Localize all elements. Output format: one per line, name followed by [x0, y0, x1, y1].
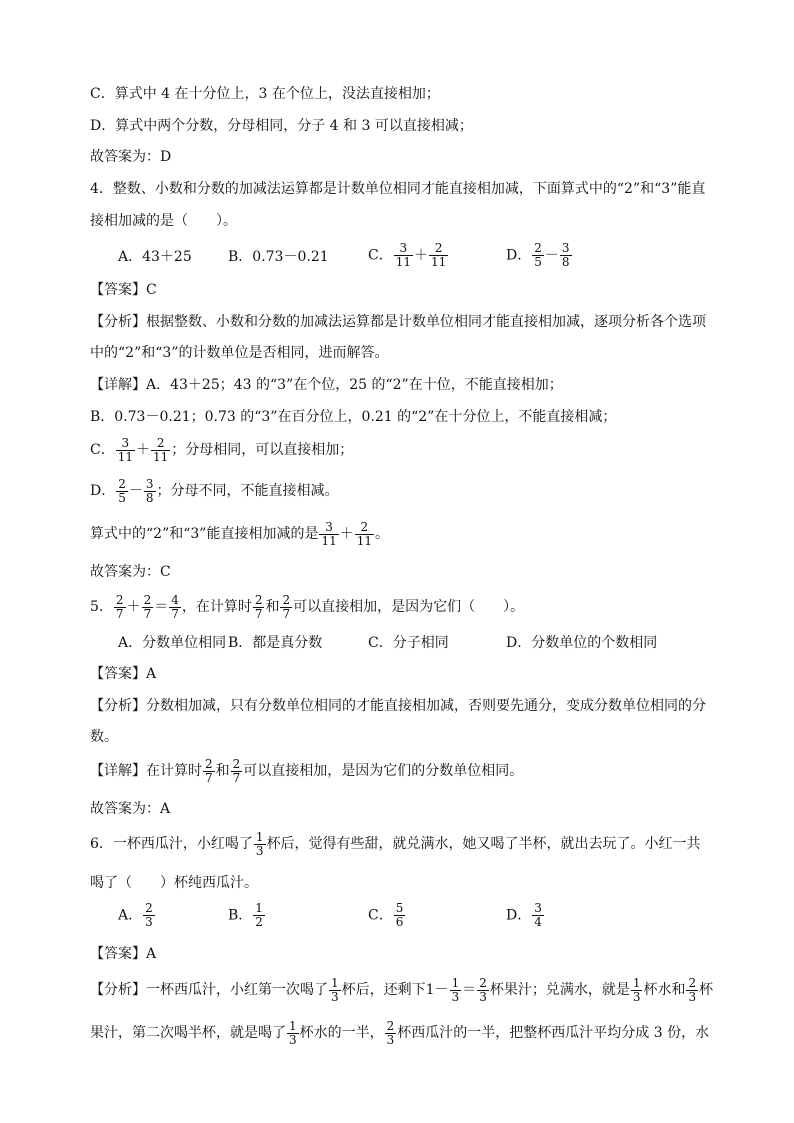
- fraction: $\frac{2}{5}$: [534, 241, 542, 269]
- q6-option-a: A． $\frac{2}{3}$: [118, 901, 153, 929]
- prev-option-c-line: C．算式中 4 在十分位上，3 在个位上，没法直接相加；: [90, 86, 440, 102]
- q6-option-b: B． $\frac{1}{2}$: [228, 901, 263, 929]
- q5-final-answer: 故答案为：A: [90, 801, 171, 817]
- fraction: $\frac{3}{4}$: [534, 901, 542, 929]
- prev-option-d-line: D．算式中两个分数，分母相同，分子 4 和 3 可以直接相减；: [90, 118, 473, 134]
- fraction: $\frac{3}{11}$: [395, 241, 411, 269]
- fraction: $\frac{4}{7}$: [171, 592, 179, 621]
- q6-stem-line1: 6．一杯西瓜汁，小红喝了 $\frac{1}{3}$ 杯后，觉得有些甜，就兑满水，她又喝了半杯，就出去玩了。小红一共: [90, 829, 701, 858]
- q6-option-c: C． $\frac{5}{6}$: [368, 901, 404, 929]
- fraction: $\frac{2}{3}$: [688, 975, 697, 1004]
- q4-option-b: B．0.73－0.21: [228, 249, 329, 265]
- q4-conclusion: 算式中的“2”和“3”能直接相加减的是 $\frac{3}{11}$ ＋ $\frac{2}{11}$ 。: [90, 519, 390, 548]
- q4-option-c-label: C．: [368, 247, 393, 264]
- fraction: $\frac{2}{5}$: [118, 476, 126, 505]
- q4-option-d-label: D．: [506, 247, 532, 264]
- q6-answer: 【答案】A: [90, 946, 157, 962]
- q5-option-d: D．分数单位的个数相同: [506, 635, 658, 651]
- q4-analysis-line1: 【分析】根据整数、小数和分数的加减法运算都是计数单位相同才能直接相加减，逐项分析各个选项: [90, 314, 706, 330]
- q4-detail-a: 【详解】A．43＋25；43 的“3”在个位，25 的“2”在十位，不能直接相加；: [90, 377, 563, 393]
- fraction: $\frac{1}{2}$: [255, 901, 263, 929]
- q5-analysis-line1: 【分析】分数相加减，只有分数单位相同的才能直接相加减，否则要先通分，变成分数单位相同的分: [90, 698, 706, 714]
- fraction: $\frac{3}{11}$: [117, 435, 133, 464]
- q6-stem-line2: 喝了（ ）杯纯西瓜汁。: [90, 875, 258, 891]
- prev-answer: 故答案为：D: [90, 149, 172, 165]
- fraction: $\frac{1}{3}$: [331, 975, 339, 1004]
- q6-option-d: D． $\frac{3}{4}$: [506, 901, 542, 929]
- q6-analysis-line2: 果汁，第二次喝半杯，就是喝了 $\frac{1}{3}$ 杯水的一半， $\frac{2}{3}$ 杯西瓜汁的一半，把整杯西瓜汁平均分成 3 份，水: [90, 1018, 710, 1047]
- fraction: $\frac{2}{3}$: [386, 1018, 395, 1047]
- q5-stem: 5． $\frac{2}{7}$ ＋ $\frac{2}{7}$ ＝ $\frac{4}{7}$ ，在计算时 $\frac{2}{7}$ 和 $\frac{2}{7}$ 可以直接相加，是因为它们（ ）。: [90, 592, 525, 621]
- fraction: $\frac{2}{7}$: [115, 592, 124, 621]
- q5-detail: 【详解】在计算时 $\frac{2}{7}$ 和 $\frac{2}{7}$ 可以直接相加，是因为它们的分数单位相同。: [90, 756, 524, 785]
- q4-option-c: C． $\frac{3}{11}$ ＋ $\frac{2}{11}$: [368, 241, 447, 269]
- q5-option-a: A．分数单位相同: [118, 635, 227, 651]
- fraction: $\frac{1}{3}$: [451, 975, 460, 1004]
- q4-detail-d: D． $\frac{2}{5}$ － $\frac{3}{8}$ ；分母不同，不能直接相减。: [90, 476, 339, 505]
- fraction: $\frac{2}{7}$: [232, 756, 241, 785]
- fraction: $\frac{2}{7}$: [205, 756, 213, 785]
- q4-stem-line1: 4．整数、小数和分数的加减法运算都是计数单位相同才能直接相加减，下面算式中的“2”和“3”能直: [90, 181, 706, 197]
- fraction: $\frac{3}{11}$: [321, 519, 337, 548]
- q5-answer: 【答案】A: [90, 666, 157, 682]
- fraction: $\frac{2}{7}$: [254, 592, 263, 621]
- fraction: $\frac{3}{8}$: [145, 476, 154, 505]
- q4-detail-c: C． $\frac{3}{11}$ ＋ $\frac{2}{11}$ ；分母相同，可以直接相加；: [90, 435, 354, 464]
- fraction: $\frac{2}{3}$: [145, 901, 153, 929]
- fraction: $\frac{1}{3}$: [632, 975, 641, 1004]
- q6-analysis-line1: 【分析】一杯西瓜汁，小红第一次喝了 $\frac{1}{3}$ 杯后，还剩下1－ $\frac{1}{3}$ ＝ $\frac{2}{3}$ 杯果汁；兑满水，就是 $\frac{1}{3}$ 杯水和 $\frac{2}{3}$ 杯: [90, 975, 714, 1004]
- fraction: $\frac{2}{3}$: [479, 975, 487, 1004]
- q4-option-a: A．43＋25: [118, 249, 192, 265]
- fraction: $\frac{3}{8}$: [561, 241, 570, 269]
- q4-analysis-line2: 中的“2”和“3”的计数单位是否相同，进而解答。: [90, 345, 389, 361]
- q5-option-b: B．都是真分数: [228, 635, 323, 651]
- fraction: $\frac{1}{3}$: [289, 1018, 297, 1047]
- q5-option-c: C．分子相同: [368, 635, 449, 651]
- q5-analysis-line2: 数。: [90, 729, 118, 745]
- fraction: $\frac{2}{11}$: [431, 241, 447, 269]
- q4-stem-line2: 接相加减的是（ ）。: [90, 213, 237, 229]
- fraction: $\frac{2}{11}$: [153, 435, 169, 464]
- fraction: $\frac{2}{11}$: [356, 519, 373, 548]
- fraction: $\frac{2}{7}$: [282, 592, 291, 621]
- q4-answer: 【答案】C: [90, 282, 157, 298]
- fraction: $\frac{5}{6}$: [395, 901, 404, 929]
- fraction: $\frac{2}{7}$: [143, 592, 152, 621]
- fraction: $\frac{1}{3}$: [255, 829, 264, 858]
- q4-detail-b: B．0.73－0.21；0.73 的“3”在百分位上，0.21 的“2”在十分位上，不能直接相减；: [90, 409, 617, 425]
- q4-final-answer: 故答案为：C: [90, 564, 171, 580]
- q4-option-d: D． $\frac{2}{5}$ － $\frac{3}{8}$: [506, 241, 570, 269]
